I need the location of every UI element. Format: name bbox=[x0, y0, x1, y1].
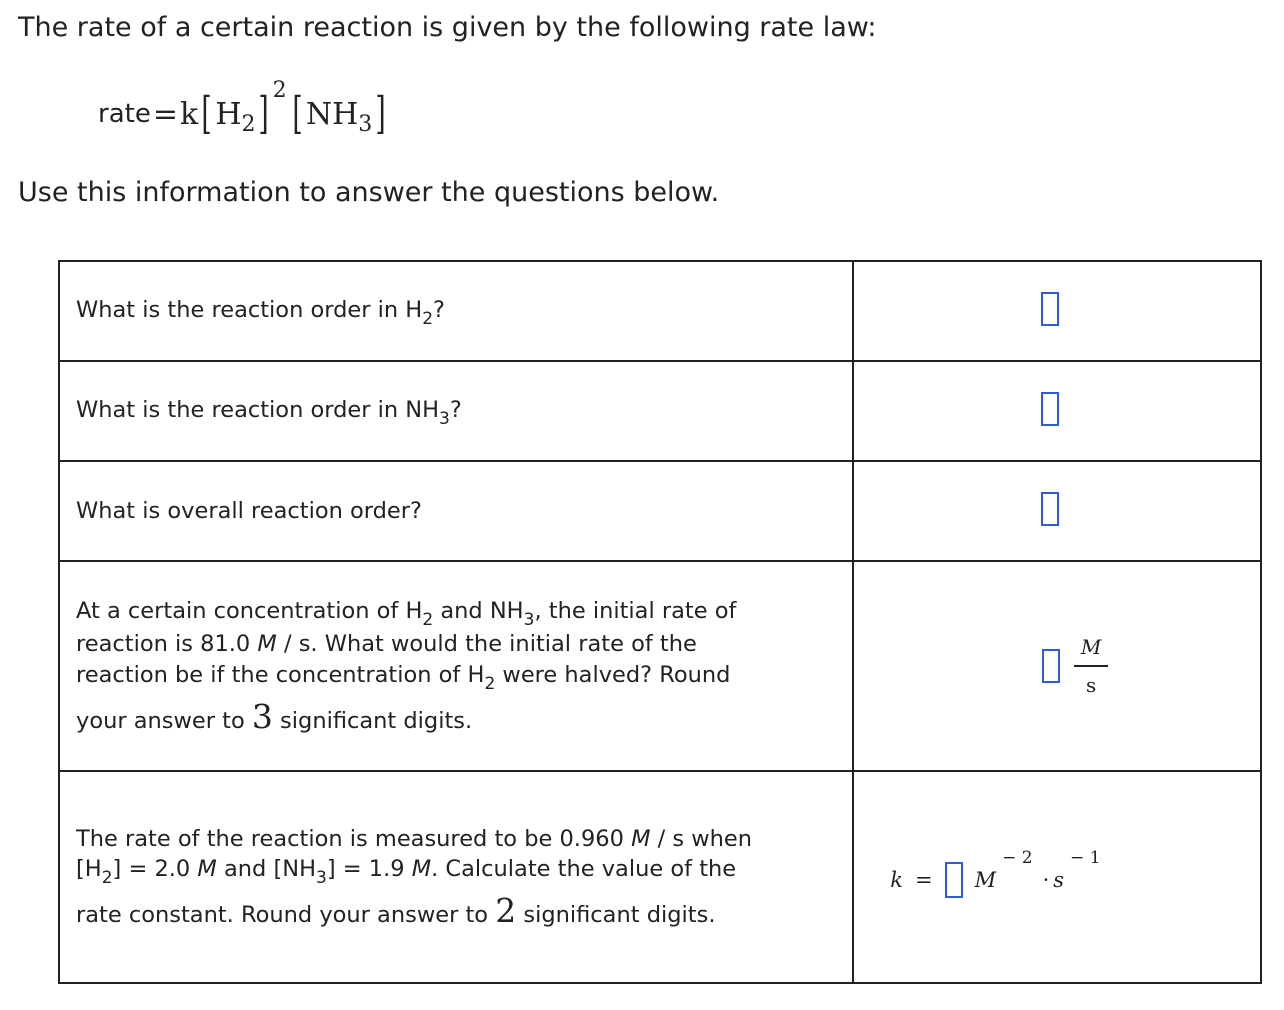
question-line bbox=[76, 660, 852, 693]
multiplication-dot: · bbox=[1042, 868, 1050, 892]
equals-sign: = bbox=[914, 868, 933, 892]
question-mark: ? bbox=[433, 297, 445, 323]
text: rate constant. Round your answer to bbox=[76, 902, 496, 928]
question-text: What is overall reaction order? bbox=[76, 498, 422, 524]
question-row bbox=[59, 561, 1261, 771]
unit-s: s bbox=[1053, 868, 1065, 892]
exponent-s: − 1 bbox=[1070, 848, 1101, 868]
subscript: 2 bbox=[484, 673, 496, 694]
unit-denominator: s bbox=[1085, 673, 1097, 697]
answer-cell bbox=[853, 261, 1261, 361]
initial-rate-answer bbox=[1042, 635, 1108, 697]
question-text: What is the reaction order in H bbox=[76, 297, 423, 323]
subscript: 2 bbox=[422, 609, 434, 630]
question-nh3-order bbox=[59, 361, 853, 461]
unit-m: M bbox=[411, 856, 432, 882]
text: [H bbox=[76, 856, 102, 882]
question-overall-order bbox=[59, 461, 853, 561]
open-bracket: [ bbox=[201, 88, 212, 139]
text: your answer to bbox=[76, 707, 252, 734]
equals-sign: = bbox=[152, 96, 178, 132]
rate-constant-input[interactable] bbox=[945, 862, 963, 898]
subscript: 2 bbox=[422, 309, 434, 329]
text: and NH bbox=[433, 597, 524, 624]
rate-constant-answer bbox=[854, 848, 1260, 892]
answer-cell bbox=[853, 561, 1261, 771]
answer-cell bbox=[853, 771, 1261, 983]
question-row bbox=[59, 361, 1261, 461]
species2-subscript: 3 bbox=[358, 111, 373, 137]
rate-label: rate bbox=[98, 99, 151, 129]
question-line bbox=[76, 854, 852, 886]
species2-symbol: NH bbox=[305, 96, 359, 132]
species1-symbol: H bbox=[215, 96, 242, 132]
unit-m: M bbox=[631, 826, 651, 852]
text: At a certain concentration of H bbox=[76, 597, 423, 624]
close-bracket: ] bbox=[258, 88, 270, 139]
initial-rate-input[interactable] bbox=[1042, 649, 1060, 683]
question-line bbox=[76, 629, 852, 660]
unit-fraction bbox=[1074, 635, 1108, 697]
question-mark: ? bbox=[449, 397, 462, 423]
subscript: 3 bbox=[316, 868, 327, 888]
text: were halved? Round bbox=[495, 661, 731, 688]
text: and [NH bbox=[216, 856, 316, 882]
question-text: What is the reaction order in NH bbox=[76, 397, 440, 423]
h2-order-input[interactable] bbox=[1041, 292, 1059, 326]
question-line bbox=[76, 696, 852, 737]
unit-m: M bbox=[197, 856, 217, 882]
question-row bbox=[59, 461, 1261, 561]
text: ] = 1.9 bbox=[326, 856, 412, 882]
species1-exponent: 2 bbox=[272, 77, 287, 103]
question-line bbox=[76, 824, 852, 854]
exponent-m: − 2 bbox=[1002, 848, 1033, 868]
question-initial-rate bbox=[59, 561, 853, 771]
k-label: k bbox=[890, 868, 903, 892]
instructions-text: Use this information to answer the questions below. bbox=[18, 177, 720, 208]
question-line bbox=[76, 596, 852, 629]
question-row bbox=[59, 261, 1261, 361]
sig-fig-count: 2 bbox=[495, 891, 517, 930]
unit-m: M bbox=[974, 868, 997, 892]
close-bracket: ] bbox=[375, 88, 386, 139]
unit-numerator: M bbox=[1080, 635, 1102, 659]
answer-cell bbox=[853, 461, 1261, 561]
question-h2-order bbox=[59, 261, 853, 361]
rate-law-equation bbox=[98, 77, 389, 146]
text: reaction is 81.0 bbox=[76, 630, 258, 657]
text: significant digits. bbox=[516, 902, 716, 928]
text: significant digits. bbox=[272, 707, 473, 734]
unit-m: M bbox=[257, 630, 277, 657]
nh3-order-input[interactable] bbox=[1041, 392, 1059, 426]
text: The rate of the reaction is measured to be 0.960 bbox=[76, 826, 632, 852]
question-row bbox=[59, 771, 1261, 983]
question-line bbox=[76, 891, 852, 930]
intro-text: The rate of a certain reaction is given by the following rate law: bbox=[18, 12, 877, 43]
subscript: 2 bbox=[101, 868, 113, 888]
question-table bbox=[58, 260, 1262, 984]
species1-subscript: 2 bbox=[241, 111, 256, 137]
text: . Calculate the value of the bbox=[431, 856, 737, 882]
sig-fig-count: 3 bbox=[251, 696, 273, 736]
open-bracket: [ bbox=[292, 88, 303, 139]
rate-constant-symbol: k bbox=[179, 96, 199, 132]
text: / s when bbox=[650, 826, 753, 852]
text: / s. What would the initial rate of the bbox=[276, 630, 697, 657]
text: , the initial rate of bbox=[534, 597, 737, 624]
text: reaction be if the concentration of H bbox=[76, 661, 485, 688]
subscript: 3 bbox=[523, 609, 535, 630]
text: ] = 2.0 bbox=[112, 856, 198, 882]
fraction-bar bbox=[1074, 665, 1108, 667]
question-rate-constant bbox=[59, 771, 853, 983]
subscript: 3 bbox=[439, 409, 450, 429]
answer-cell bbox=[853, 361, 1261, 461]
overall-order-input[interactable] bbox=[1041, 492, 1059, 526]
